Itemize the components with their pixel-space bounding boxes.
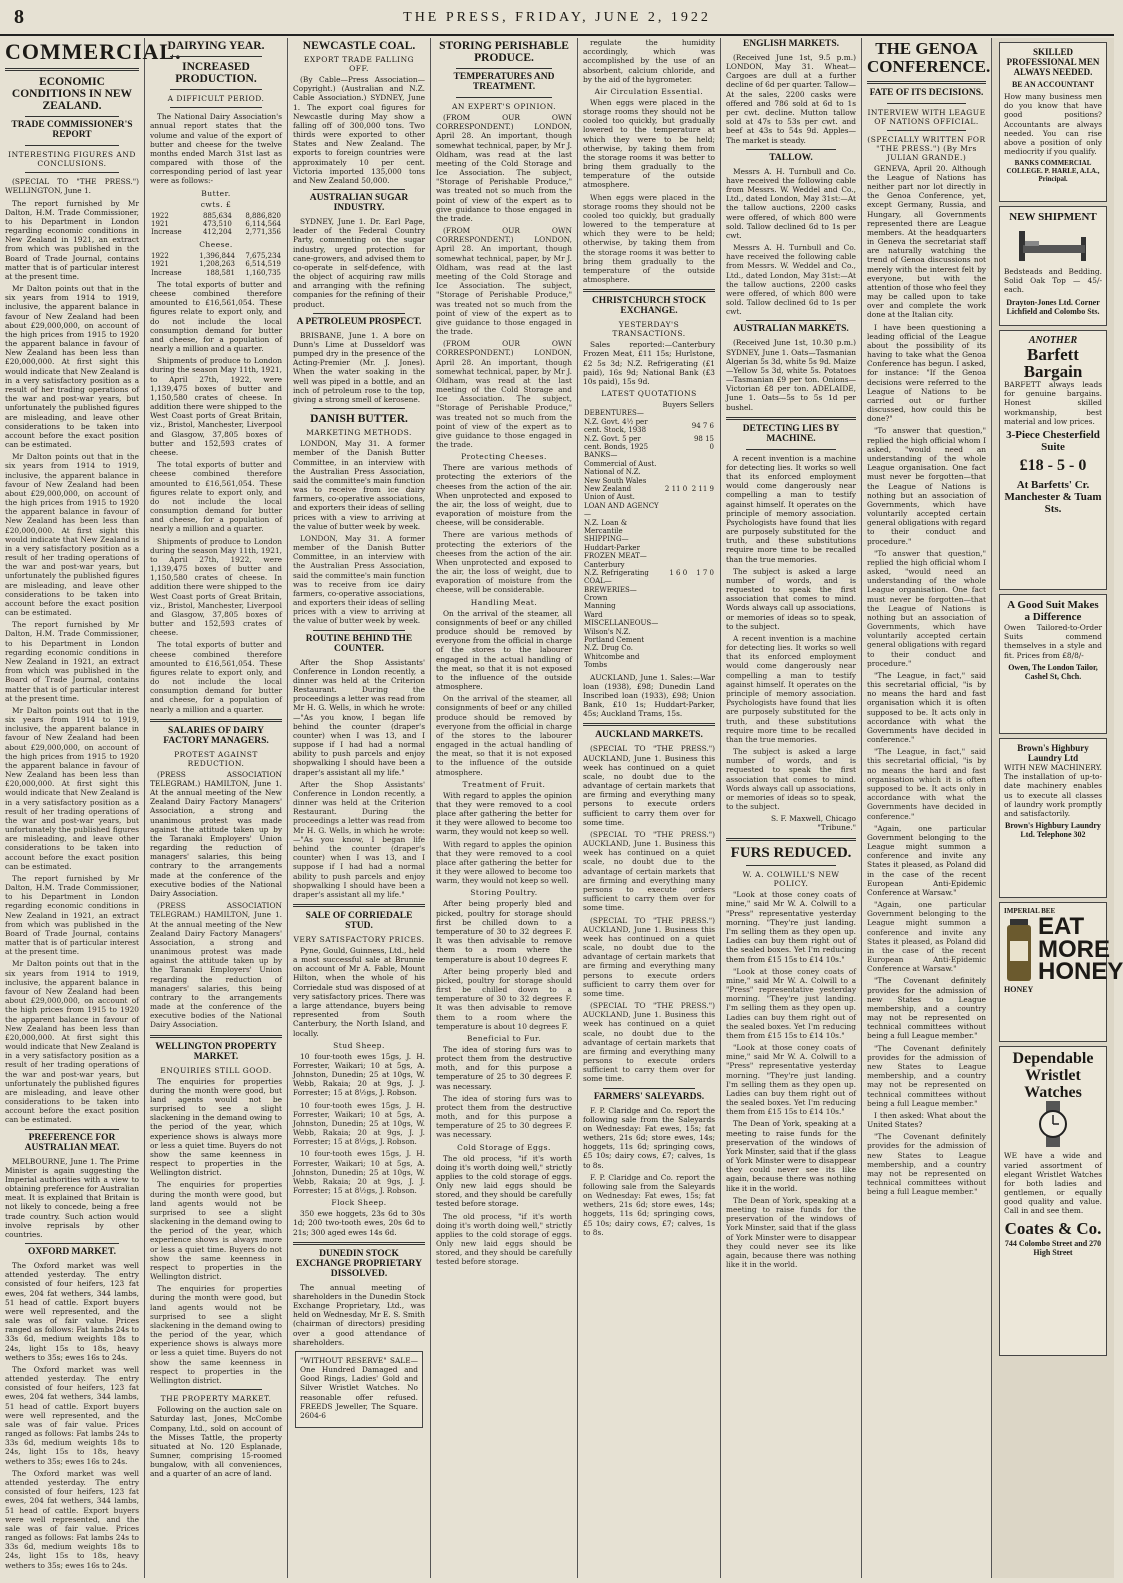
butter-table xyxy=(150,212,282,237)
headline: FURS REDUCED. xyxy=(730,844,852,861)
headline: DAIRYING YEAR. xyxy=(167,40,265,52)
subheading: Handling Meat. xyxy=(470,597,538,607)
ad-text: BARFETT always leads for genuine bargains. Honest skilled workmanship, best material and low prices. xyxy=(1004,380,1102,426)
table-row: N.Z. Loan & Mercantile xyxy=(584,518,628,535)
article-paragraph: 350 ewe hoggets, 23s 6d to 30s 1d; 200 two-tooth ewes, 20s 6d to 21s; 300 aged ewes 14s 6d. xyxy=(293,1209,425,1237)
headline: DETECTING LIES BY MACHINE. xyxy=(742,423,840,444)
divider xyxy=(603,1088,695,1089)
table-row: MISCELLANEOUS— xyxy=(584,619,659,628)
ad-text: WE have a wide and varied assortment of elegant Wristlet Watches for both ladies and gentlemen, or equally good quality and value. Call in and see them. xyxy=(1004,1151,1102,1216)
headline: INCREASED PRODUCTION. xyxy=(175,61,257,86)
article-paragraph: F. P. Claridge and Co. report the following sale from the Saleyards on Wednesday: Fat ewes, 15s; fat wethers, 21s 6d; store ewes, 14s; hoggets, 11s 6d; springing cows, £5 10s; dairy cows, £7; calves, 1s to 8s. xyxy=(583,1172,715,1237)
article-paragraph: "Again, one particular Government belonging to the League might summon a conference and invite any States it pleased, as Poland did in the case of the recent European Anti-Epidemic Conference at Warsaw." xyxy=(867,900,986,974)
ad-address: 744 Colombo Street and 270 High Street xyxy=(1004,1238,1102,1257)
article-paragraph: The report furnished by Mr Dalton, H.M. Trade Commissioner, to his Department in London regarding economic conditions in New Zealand in 1921, an extract from which was published in the Board of Trade Journal, contains matter that is of particular interest at the present time. xyxy=(5,198,139,281)
article-paragraph: On the arrival of the steamer, all consignments of beef or any chilled produce should be removed by everyone from the official in charge of the stores to the labourer engaged in the actual handling of the meat, so that it is not exposed to the influence of the outside atmosphere. xyxy=(436,694,572,777)
divider xyxy=(170,56,262,57)
article-paragraph: Mr Dalton points out that in the six years from 1914 to 1919, inclusive, the apparent balance in favour of New Zealand had been about £29,000,000, on account of the high prices from 1915 to 1920 the apparent balance in favour of New Zealand has been less than £20,000,000. At first sight this would indicate that New Zealand is in a very satisfactory position as a result of her trading operations of the war and post-war years, but unfortunately the published figures are misleading, and leave other considerations to be taken into account before the exact position can be estimated. xyxy=(5,959,139,1125)
headline: WELLINGTON PROPERTY MARKET. xyxy=(155,1041,277,1062)
quotations-table xyxy=(583,401,715,670)
subheading: EXPORT TRADE FALLING OFF. xyxy=(303,55,415,74)
divider xyxy=(746,449,836,450)
article-paragraph: After the Shop Assistants' Conference in London recently, a dinner was held at the Criterion Restaurant. During the proceedings a letter was read from Mr H. G. Wells, in which he wrote:—"As you know, I began life behind the counter (draper's counter) when I was 13, and I suppose if I had had a normal ability to push parcels and enjoy shopwalking I should have been a draper's assistant all my life." xyxy=(293,657,426,777)
ad-brand: IMPERIAL BEE xyxy=(1004,907,1056,915)
subheading: Protecting Cheeses. xyxy=(461,452,547,462)
column-storing-produce xyxy=(431,38,578,1578)
table-row: New South Wales xyxy=(584,476,647,485)
divider xyxy=(726,838,856,841)
article-paragraph: After being properly bled and picked, poultry for storage should first be chilled down to a temperature of 30 to 32 degrees F. It was then advisable to remove them to a room where the temperature is about 10 degrees F. xyxy=(436,966,572,1031)
byline: (SPECIALLY WRITTEN FOR "THE PRESS.") (By Mrs JULIAN GRANDE.) xyxy=(867,134,986,162)
article-paragraph: The enquiries for properties during the month were good, but land agents would not be surprised to see a slight slackening in the demand owing to the period of the year, which experience shows is always more or less a quiet time. Buyers do not show the same keenness in respect to properties in the Wellington district. xyxy=(150,1284,282,1385)
article-paragraph: (SPECIAL TO "THE PRESS.") AUCKLAND, June 1. Business this week has continued on a quiet scale, no doubt due to the advantage of certain markets that are firming and everything many persons to execute orders sufficient to carry them over for some time. xyxy=(583,915,715,998)
article-paragraph: The Dean of York, speaking at a meeting to raise funds for the preservation of the windows of York Minster, said that if the glass of York Minster were to disappear they could never see its like again, because there was nothing like it in the world. xyxy=(726,1119,856,1193)
ad-heading: SKILLED PROFESSIONAL MEN ALWAYS NEEDED. xyxy=(1006,47,1100,77)
article-paragraph: Shipments of produce to London during the season May 11th, 1921, to April 27th, 1922, were 1,139,475 boxes of butter and 1,150,580 crates of cheese. In addition there were shipped to the West Coast ports of Great Britain, viz., Bristol, Manchester, Liverpool and Glasgow, 37,805 boxes of butter and 152,593 crates of cheese. xyxy=(150,536,282,638)
article-paragraph: After being properly bled and picked, poultry for storage should first be chilled down to a temperature of 30 to 32 degrees F. It was then advisable to remove them to a room where the temperature is about 10 degrees F. xyxy=(436,899,572,964)
subheading: YESTERDAY'S TRANSACTIONS. xyxy=(612,320,686,339)
divider xyxy=(313,630,405,631)
headline: DUNEDIN STOCK EXCHANGE PROPRIETARY DISSOLVED. xyxy=(296,1248,422,1279)
table-header-row: Buyers Sellers xyxy=(662,401,714,410)
ad-subheading: BE AN ACCOUNTANT xyxy=(1011,80,1095,89)
article-paragraph: LONDON, May 31. A former member of the Danish Butter Committee, in an interview with the Australian Press Association, said the committee's main function was to receive from ice dairy farmers, co-operative associations, and exporters their ideas of selling prices with a view to arriving at the value of butter week by week. xyxy=(293,533,425,626)
ad-heading: EAT MORE HONEY xyxy=(1038,912,1123,986)
divider xyxy=(170,1389,262,1390)
article-paragraph: (By Cable—Press Association—Copyright.) (Australian and N.Z. Cable Association.) SYDNEY, June 1. The export coal figures for Newcastle during May show a falling off of 300,000 tons. Two thirds were exported to other States and New Zealand. The exports to foreign countries were approximately 10 per cent. Victoria imported 135,000 tons and New Zealand 50,000. xyxy=(293,75,425,185)
divider xyxy=(887,103,966,104)
ad-heading: A Good Suit Makes a Difference xyxy=(1007,599,1099,623)
headline: TALLOW. xyxy=(769,152,813,163)
article-paragraph: The idea of storing furs was to protect them from the destructive moth, and for this purpose a temperature of 25 to 30 degrees F. was necessary. xyxy=(436,1044,572,1091)
table-row: BANKS— xyxy=(584,451,618,460)
article-paragraph: "The Covenant definitely provides for the admission of new States to League membership, and a country may not be represented on technical committees without being a full League member." xyxy=(867,976,986,1041)
subheading: Treatment of Fruit. xyxy=(462,779,546,789)
article-paragraph: (FROM OUR OWN CORRESPONDENT.) LONDON, April 28. An important, though somewhat technical, paper, by Mr J. Oldham, was read at the last meeting of the Cold Storage and Ice Association. The subject, "Storage of Perishable Produce," was treated not so much from the point of view of the expert as to give guidance to those engaged in the trade. xyxy=(436,113,572,223)
table-row: Crown xyxy=(584,594,608,603)
ad-body xyxy=(1004,912,1123,986)
article-paragraph: The subject is asked a large number of words, and is requested to speak the first association that comes to mind. Words always call up associations, or memories of ideas so to speak, to the subject. xyxy=(726,566,856,631)
table-row: LOAN AND AGENCY— xyxy=(584,501,659,519)
article-paragraph: The enquiries for properties during the month were good, but land agents would not be surprised to see a slight slackening in the demand owing to the period of the year, which experience shows is always more or less a quiet time. Buyers do not show the same keenness in respect to properties in the Wellington district. xyxy=(150,1180,282,1282)
article-paragraph: A recent invention is a machine for detecting lies. It works so well that its enforced employment would come dangerously near compelling a man to testify against himself. It operates on the principle of memory association. Psychologists have found that lies are purposely substituted for the truth, and these substitutions require more time to be recalled than the true memories. xyxy=(726,633,856,744)
article-paragraph: The idea of storing furs was to protect them from the destructive moth, and for this purpose a temperature of 25 to 30 degrees F. was necessary. xyxy=(436,1093,572,1140)
article-paragraph: The old process, "if it's worth doing it's worth doing well," strictly applies to the cold storage of eggs. Only new laid eggs should be stored, and they should be carefully tested before storage. xyxy=(436,1153,572,1209)
ad-laundry xyxy=(999,738,1107,898)
column-newcastle-coal xyxy=(288,38,431,1578)
ad-footer: Coates & Co. xyxy=(1004,1218,1102,1238)
article-paragraph: "Look at those coney coats of mine," said Mr W. A. Colwill to a "Press" representative yesterday morning. "They're just landing. I'm selling them as they open up. Ladies can buy them right out of the sealed boxes. Yet I'm reducing them from £15 15s to £14 10s." xyxy=(726,1043,856,1117)
column-stock-exchange xyxy=(578,38,721,1578)
subheading: Cold Storage of Eggs. xyxy=(457,1142,551,1152)
divider xyxy=(293,1242,425,1245)
article-paragraph: (FROM OUR OWN CORRESPONDENT.) LONDON, April 28. An important, though somewhat technical, paper, by Mr J. Oldham, was read at the last meeting of the Cold Storage and Ice Association. The subject, "Storage of Perishable Produce," was treated not so much from the point of view of the expert as to give guidance to those engaged in the trade. xyxy=(436,339,572,450)
article-paragraph: (SPECIAL TO "THE PRESS.") AUCKLAND, June 1. Business this week has continued on a quiet scale, no doubt due to the advantage of certain markets that are firming and everything many persons to execute orders sufficient to carry them over for some time. xyxy=(583,1001,715,1084)
headline: OXFORD MARKET. xyxy=(28,1247,116,1258)
article-paragraph: (Received June 1st, 10.30 p.m.) SYDNEY, June 1. Oats—Tasmanian Algerian 5s 3d, white 5s 9d. Maize—Yellow 5s 3d, white 5s. Potatoes—Tasmanian £9 per ton. Onions—Victorian £8 per ton. ADELAIDE, June 1. Oats—5s to 5s 1d per bushel. xyxy=(726,338,856,412)
divider xyxy=(293,904,425,907)
ad-footer: BANKS COMMERCIAL COLLEGE. P. HARLE, A.I.A., Principal. xyxy=(1006,159,1100,184)
article-paragraph: MELBOURNE, June 1. The Prime Minister is again suggesting the Imperial authorities with a view to obtaining preference for Australian meat. It is explained that Britain is not likely to concede, being a free trade country. Such action would involve reprisals by other countries. xyxy=(5,1156,139,1239)
wristwatch-icon xyxy=(1028,1101,1078,1147)
article-paragraph: There are various methods of protecting the exteriors of the cheeses from the action of the air. When unprotected and exposed to the air, the loss of weight, due to evaporation of moisture from the cheese, will be considerable. xyxy=(436,530,572,595)
article-paragraph: "The League, in fact," said this secretarial official, "is by no means the hard and fast organisation which it is often supposed to be. It acts only in accordance with what the Governments have decided in conference." xyxy=(867,747,986,821)
divider xyxy=(867,81,986,84)
subheading: Stud Sheep. xyxy=(333,1040,385,1050)
table-row: Ward xyxy=(584,610,603,619)
article-paragraph: The total exports of butter and cheese combined therefore amounted to £16,561,054. These figures relate to export only, and do not include the local consumption demand for butter and cheese, for a population of nearly a million and a quarter. xyxy=(150,460,282,534)
article-paragraph: On the arrival of the steamer, all consignments of beef or any chilled produce should be removed by everyone from the official in charge of the stores to the labourer engaged in the actual handling of the meat, so that it is not exposed to the influence of the outside atmosphere. xyxy=(436,608,572,692)
article-paragraph: "The Covenant definitely provides for the admission of new States to League membership, and a country may not be represented on technical committees without being a full League member." xyxy=(867,1043,986,1108)
subheading: VERY SATISFACTORY PRICES. xyxy=(293,934,425,944)
headline: CHRISTCHURCH STOCK EXCHANGE. xyxy=(591,296,707,317)
table-row: 1922 1,396,844 7,675,234 xyxy=(151,251,281,260)
article-paragraph: Sales reported:—Canterbury Frozen Meat, £11 15s; Hurlstone, £2 5s 3d; N.Z. Refrigerating (£1 paid), 16s 9d; National Bank (£3 10s paid), 15s 9d. xyxy=(583,340,715,386)
article-paragraph: 10 four-tooth ewes 15gs, J. H. Forrester, Waikari; 10 at 5gs, A. Johnston, Dunedin; 25 at 10gs, W. Webb, Rakaia; 20 at 9gs, J. J. Forrester; 15 at 8½gs, J. Robson. xyxy=(293,1149,425,1196)
table-row: SHIPPING— xyxy=(584,535,629,544)
bedstead-icon xyxy=(1013,223,1093,263)
headline: ROUTINE BEHIND THE COUNTER. xyxy=(305,633,413,654)
section-heading: COMMERCIAL. xyxy=(5,39,182,64)
article-paragraph: The old process, "if it's worth doing it's worth doing well," strictly applies to the cold storage of eggs. Only new laid eggs should be stored, and they should be carefully tested before storage. xyxy=(436,1211,572,1267)
article-paragraph: AUCKLAND, June 1. Sales:—War loan (1938), £98; Dunedin Land Inscribed loan (1933), £98; Union Bank, £10 1s; Huddart-Parker, 45s; Auckland Trams, 15s. xyxy=(583,672,715,719)
article-paragraph: SYDNEY, June 1. Dr. Earl Page, leader of the Federal Country Party, commenting on the sugar industry, urged protection for cane-growers, and advised them to co-operate in self-defence, with the object of acquiring raw mills and arranging with the refining companies for the refining of their product. xyxy=(293,217,425,309)
table-row: Union of Aust. xyxy=(584,493,635,502)
ad-text: Bedsteads and Bedding. Solid Oak Top — 45/- each. xyxy=(1004,267,1102,295)
divider xyxy=(5,68,139,71)
article-paragraph: Pyne, Gould, Guinness, Ltd., held a most successful sale at Brunnie on account of Mr A. Fable, Mount Hilton, when the whole of his Corriedale stud was disposed of at very satisfactory prices. There was a large attendance, buyers being represented from South Canterbury, the North Island, and locally. xyxy=(293,945,425,1038)
divider xyxy=(150,1035,282,1038)
article-paragraph: I then asked: What about the United States? xyxy=(867,1110,986,1130)
ad-text: Owen Tailored-to-Order Suits commend themselves in a style and fit. Prices from £8/8/- xyxy=(1004,623,1102,660)
article-paragraph: The report furnished by Mr Dalton, H.M. Trade Commissioner, to his Department in London regarding economic conditions in New Zealand in 1921, an extract from which was published in the Board of Trade Journal, contains matter that is of particular interest at the present time. xyxy=(5,620,139,703)
article-paragraph: Messrs A. H. Turnbull and Co. have received the following cable from Messrs. W. Weddel and Co., Ltd., dated London, May 31st:—At the tallow auctions, 2200 casks were offered, of which 800 were sold. Tallow declined 6d to 1s per cwt. xyxy=(726,166,856,240)
ad-wristlet-watches xyxy=(999,1046,1107,1356)
subheading: INTERVIEW WITH LEAGUE OF NATIONS OFFICIAL. xyxy=(867,107,986,126)
table-row: Whitcombe and Tombs xyxy=(584,652,640,670)
divider xyxy=(313,313,405,314)
article-paragraph: (SPECIAL TO "THE PRESS.") AUCKLAND, June 1. Business this week has continued on a quiet scale, no doubt due to the advantage of certain markets that are firming and everything many persons to execute orders sufficient to carry them over for some time. xyxy=(583,744,715,827)
table-row: N.Z. Govt. 4½ per cent. Stock, 1938 94 7 6 xyxy=(584,417,714,435)
article-paragraph: Shipments of produce to London during the season May 11th, 1921, to April 27th, 1922, were 1,139,475 boxes of butter and 1,150,580 crates of cheese. In addition there were shipped to the West Coast ports of Great Britain, viz., Bristol, Manchester, Liverpool and Glasgow, 37,805 boxes of butter and 152,593 crates of cheese. xyxy=(150,356,282,457)
ad-heading: Brown's Highbury Laundry Ltd xyxy=(1017,743,1089,763)
article-paragraph: 10 four-tooth ewes 15gs, J. H. Forrester, Waikari; 10 at 5gs, A. Johnston, Dunedin; 25 at 10gs, W. Webb, Rakaia; 20 at 9gs, J. J. Forrester; 15 at 8½gs, J. Robson. xyxy=(293,1051,425,1098)
ad-heading: Barfett Bargain xyxy=(1023,345,1083,381)
ad-accountant xyxy=(999,42,1107,202)
ad-footer: Drayton-Jones Ltd. Corner Lichfield and Colombo Sts. xyxy=(1006,297,1100,316)
column-markets xyxy=(721,38,862,1578)
divider xyxy=(25,1129,119,1130)
headline: TRADE COMMISSIONER'S REPORT xyxy=(11,120,133,141)
ad-honey xyxy=(999,902,1123,1042)
subheading: Air Circulation Essential. xyxy=(594,86,704,96)
article-paragraph: The enquiries for properties during the month were good, but land agents would not be surprised to see a slight slackening in the demand owing to the period of the year, which experience shows is always more or less a quiet time. Buyers do not show the same keenness in respect to properties in the Wellington district. xyxy=(150,1076,282,1178)
divider xyxy=(726,417,856,420)
subheading: INTERESTING FIGURES AND CONCLUSIONS. xyxy=(8,150,136,169)
table-caption: Butter. xyxy=(201,188,231,198)
headline: DANISH BUTTER. xyxy=(310,413,408,426)
column-advertisements xyxy=(992,38,1123,1578)
article-paragraph: Messrs A. H. Turnbull and Co. have received the following cable from Messrs. W. Weddel and Co., Ltd., dated London, May 31st:—At the tallow auctions, 2200 casks were offered, of which 800 were sold. Tallow declined 6d to 1s per cwt. xyxy=(726,243,856,317)
table-units: cwts. £ xyxy=(200,199,232,209)
dateline: (SPECIAL TO "THE PRESS.") WELLINGTON, June 1. xyxy=(5,177,139,196)
masthead-title: THE PRESS, FRIDAY, JUNE 2, 1922 xyxy=(403,10,711,25)
ad-text: WITH NEW MACHINERY. The installation of up-to-date machinery enables us to execute all classes of laundry work promptly and satisfactorily. xyxy=(1004,763,1102,818)
subheading: AN EXPERT'S OPINION. xyxy=(451,102,557,112)
table-caption: Cheese. xyxy=(199,239,233,249)
subheading: W. A. COLWILL'S NEW POLICY. xyxy=(742,870,840,889)
page-number: 8 xyxy=(14,6,24,28)
ad-new-shipment xyxy=(999,206,1107,326)
masthead xyxy=(0,0,1114,36)
ad-heading: Dependable Wristlet Watches xyxy=(1012,1050,1094,1101)
article-paragraph: LONDON, May 31. A former member of the Danish Butter Committee, in an interview with the Australian Press Association, said the committee's main function was to receive from ice dairy farmers, co-operative associations, and exporters their ideas of selling prices with a view to arriving at the value of butter week by week. xyxy=(293,439,425,531)
divider xyxy=(170,107,262,108)
table-row: 1922 885,634 8,886,820 xyxy=(151,211,281,220)
subheading: MARKETING METHODS. xyxy=(306,428,412,438)
ad-text: "WITHOUT RESERVE" SALE—One Hundred Damaged and Good Rings, Ladies' Gold and Silver Wristlet Watches. No reasonable offer refused. FREEDS Jeweller, The Square. 2604-6 xyxy=(300,1355,418,1420)
ad-label: HONEY xyxy=(1004,985,1034,994)
classified-ad xyxy=(295,1351,423,1428)
divider xyxy=(313,408,405,409)
article-paragraph: Mr Dalton points out that in the six years from 1914 to 1919, inclusive, the apparent balance in favour of New Zealand had been about £29,000,000, on account of the high prices from 1915 to 1920 the apparent balance in favour of New Zealand has been less than £20,000,000. At first sight this would indicate that New Zealand is in a very satisfactory position as a result of her trading operations of the war and post-war years, but unfortunately the published figures are misleading, and leave other considerations to be taken into account before the exact position can be estimated. xyxy=(5,284,139,450)
divider xyxy=(583,289,715,292)
article-paragraph: BRISBANE, June 1. A bore on Dunn's Lime at Dusseldorf was pumped dry in the presence of the Acting-Premier (Mr. J. Jones). When the water soaking in the well was piped in a bottle, and an inch of petroleum rose to the top, giving a strong smell of kerosene. xyxy=(293,330,425,404)
article-paragraph: "The Covenant definitely provides for the admission of new States to League membership, and a country may not be represented on technical committees without being a full League member." xyxy=(867,1132,986,1197)
table-row: Increase 188,581 1,160,735 xyxy=(151,268,281,277)
article-paragraph: "To answer that question," replied the high official whom I asked, "would need an understanding of the whole League organisation. One fact must never be forgotten—that the League of Nations is nothing but an association of Governments, which have voluntarily accepted certain general obligations with regard to their conduct and procedure." xyxy=(867,426,986,546)
article-paragraph: With regard to apples the opinion that they were removed to a cool place after gathering the better for it they were allowed to become too warm, they would not keep so well. xyxy=(436,790,572,837)
divider xyxy=(746,865,836,866)
headline: AUSTRALIAN SUGAR INDUSTRY. xyxy=(309,193,409,214)
divider xyxy=(456,97,552,98)
table-row: COAL— xyxy=(584,577,612,586)
headline: FARMERS' SALEYARDS. xyxy=(593,1091,705,1102)
headline: STORING PERISHABLE PRODUCE. xyxy=(439,40,569,65)
article-paragraph: I have been questioning a leading official of the League about the possibility of its having to take what the Genoa Conference has begun. I asked, for instance: "If the Genoa decisions were referred to the League of Nations to be carried out or further discussed, how could this be done?" xyxy=(867,322,986,424)
column-commercial xyxy=(0,38,182,1578)
article-paragraph: (Received June 1st, 9.5 p.m.) LONDON, May 31. Wheat—Cargoes are dull at a further decline of 6d per quarter. Tallow—At the sales, 2200 casks were offered and 786 sold at 6d to 1s per cwt. decline. Mutton tallow sold at 47s to 53s per cwt. and beef at 43s to 54s 9d. Apples—The market is steady. xyxy=(726,52,856,145)
article-paragraph: When eggs were placed in the storage rooms they should not be cooled too quickly, but gradually lowered to the temperature at which they were to be held; otherwise, by taking them from the storage rooms it was better to bring them gradually to the temperature of the outside atmosphere. xyxy=(583,192,715,285)
article-paragraph: F. P. Claridge and Co. report the following sale from the Saleyards on Wednesday: Fat ewes, 15s; fat wethers, 21s 6d; store ewes, 14s; hoggets, 11s 6d; springing cows, £5 10s; dairy cows, £7; calves, 1s to 8s. xyxy=(583,1105,715,1170)
table-row: N.Z. Govt. 5 per cent. Bonds, 1925 98 15 0 xyxy=(584,434,714,452)
table-caption: LATEST QUOTATIONS xyxy=(601,389,697,399)
subheading: Storing Poultry. xyxy=(470,888,538,898)
article-paragraph: "Again, one particular Government belonging to the League might summon a conference and invite any States it pleased, as Poland did in the case of the recent European Anti-Epidemic Conference at Warsaw." xyxy=(867,823,986,897)
headline: A PETROLEUM PROSPECT. xyxy=(296,316,422,327)
ad-text: How many business men do you know that have good positions? Accountants are always needed. You can rise above a position of only mediocrity if you qualify. xyxy=(1004,92,1102,157)
article-paragraph: regulate the humidity accordingly, which was accomplished by the use of an absorbent, calcium chloride, and by the aid of the hygrometer. xyxy=(583,38,715,84)
table-row: N.Z. Refrigerating 1 6 0 1 7 0 xyxy=(584,568,714,577)
article-paragraph: The report furnished by Mr Dalton, H.M. Trade Commissioner, to his Department in London regarding economic conditions in New Zealand in 1921, an extract from which was published in the Board of Trade Journal, contains matter that is of particular interest at the present time. xyxy=(5,873,139,957)
article-paragraph: The Dean of York, speaking at a meeting to raise funds for the preservation of the windows of York Minster, said that if the glass of York Minster were to disappear they could never see its like again, because there was nothing like it in the world. xyxy=(726,1195,856,1270)
table-row: Commercial of Aust. xyxy=(584,459,657,468)
table-row: Canterbury xyxy=(584,560,625,569)
headline: ENGLISH MARKETS. xyxy=(742,39,840,49)
table-row: Increase 412,204 2,771,356 xyxy=(151,228,281,237)
subheading: THE PROPERTY MARKET. xyxy=(160,1394,272,1404)
subheading: A DIFFICULT PERIOD. xyxy=(167,94,265,104)
article-paragraph: (SPECIAL TO "THE PRESS.") AUCKLAND, June 1. Business this week has continued on a quiet scale, no doubt due to the advantage of certain markets that are firming and everything many persons to execute orders sufficient to carry them over for some time. xyxy=(583,829,715,913)
divider xyxy=(25,172,119,173)
table-row: N.Z. Drug Co. xyxy=(584,644,633,653)
divider xyxy=(25,116,119,117)
article-paragraph: "The League, in fact," said this secretarial official, "is by no means the hard and fast organisation which it is often supposed to be. It acts only in accordance with what the Governments have decided in conference." xyxy=(867,670,986,745)
divider xyxy=(583,723,715,726)
ad-product: 3-Piece Chesterfield Suite xyxy=(1006,428,1100,453)
ad-footer: At Barfetts' Cr. Manchester & Tuam Sts. xyxy=(1004,478,1102,515)
article-paragraph: The annual meeting of shareholders in the Dunedin Stock Exchange Proprietary, Ltd., was held on Wednesday, Mr E. S. Smith (chairman of directors) presiding over a good attendance of shareholders. xyxy=(293,1282,425,1347)
article-paragraph: After the Shop Assistants' Conference in London recently, a dinner was held at the Criterion Restaurant. During the proceedings a letter was read from Mr H. G. Wells, in which he wrote:—"As you know, I began life behind the counter (draper's counter) when I was 13, and I suppose if I had had a normal ability to push parcels and enjoy shopwalking I should have been a draper's assistant all my life." xyxy=(293,779,426,899)
divider xyxy=(887,130,966,131)
table-row: New Zealand 2 11 0 2 11 9 xyxy=(584,485,714,493)
article-paragraph: "Look at those coney coats of mine," said Mr W. A. Colwill to a "Press" representative yesterday morning. "They're just landing. I'm selling them as they open up. Ladies can buy them right out of the sealed boxes. Yet I'm reducing them from £15 15s to £14 10s." xyxy=(726,890,856,964)
column-dairying xyxy=(145,38,288,1578)
article-paragraph: With regard to apples the opinion that they were removed to a cool place after gathering the better for it they were allowed to become too warm, they would not keep so well. xyxy=(436,839,572,886)
divider xyxy=(456,68,552,69)
article-paragraph: The Oxford market was well attended yesterday. The entry consisted of four heifers, 123 fat ewes, 204 fat wethers, 344 lambs, 51 head of cattle. Export buyers were well represented, and the sale was of fair value. Prices ranged as follows: Fat lambs 24s to 33s 6d, medium weights 18s to 24s, light 15s to 18s, heavy wethers to 35s; ewes 16s to 24s. xyxy=(5,1468,139,1570)
article-paragraph: Mr Dalton points out that in the six years from 1914 to 1919, inclusive, the apparent balance in favour of New Zealand had been about £29,000,000, on account of the high prices from 1915 to 1920 the apparent balance in favour of New Zealand has been less than £20,000,000. At first sight this would indicate that New Zealand is in a very satisfactory position as a result of her trading operations of the war and post-war years, but unfortunately the published figures are misleading, and leave other considerations to be taken into account before the exact position can be estimated. xyxy=(5,705,139,871)
article-paragraph: "To answer that question," replied the high official whom I asked, "would need an understanding of the whole League organisation. One fact must never be forgotten—that the League of Nations is nothing but an association of Governments, which have voluntarily accepted certain general obligations with regard to their conduct and procedure." xyxy=(867,548,986,668)
article-paragraph: (PRESS ASSOCIATION TELEGRAM.) HAMILTON, June 1. At the annual meeting of the New Zealand Dairy Factory Managers' Association, a strong and unanimous protest was made against the attitude taken up by the Taranaki Employers' Union regarding the reduction of managers' salaries, this being contrary to the arrangements made at the conference of the executive bodies of the National Dairy Association. xyxy=(150,901,282,1030)
article-paragraph: A recent invention is a machine for detecting lies. It works so well that its enforced employment would come dangerously near compelling a man to testify against himself. It operates on the principle of memory association. Psychologists have found that lies are purposely substituted for the truth, and these substitutions require more time to be recalled than the true memories. xyxy=(726,453,856,564)
table-row: BREWERIES— xyxy=(584,585,637,594)
headline: NEWCASTLE COAL. xyxy=(302,40,416,52)
table-row: FROZEN MEAT— xyxy=(584,552,647,561)
headline: FATE OF ITS DECISIONS. xyxy=(869,87,984,98)
article-paragraph: Following on the auction sale on Saturday last, Jones, McCombe Company, Ltd., sold on account of the Misses Tattle, the property situated at No. 120 Esplanade, Sumner, comprising 15-roomed bungalow, with all conveniences, and a quarter of an acre of land. xyxy=(150,1405,282,1479)
article-paragraph: The Oxford market was well attended yesterday. The entry consisted of four heifers, 123 fat ewes, 204 fat wethers, 344 lambs, 51 head of cattle. Export buyers were well represented, and the sale was of fair value. Prices ranged as follows: Fat lambs 24s to 33s 6d, medium weights 18s to 24s, light 15s to 18s, heavy wethers to 35s; ewes 16s to 24s. xyxy=(5,1364,139,1466)
article-paragraph: When eggs were placed in the storage rooms they should not be cooled too quickly, but gradually lowered to the temperature at which they were to be held; otherwise, by taking them from the storage rooms it was better to bring them gradually to the temperature of the outside atmosphere. xyxy=(583,97,715,190)
headline: SALE OF CORRIEDALE STUD. xyxy=(305,911,413,931)
article-paragraph: The Oxford market was well attended yesterday. The entry consisted of four heifers, 123 fat ewes, 204 fat wethers, 344 lambs, 51 head of cattle. Export buyers were well represented, and the sale was of fair value. Prices ranged as follows: Fat lambs 24s to 33s 6d, medium weights 18s to 24s, light 15s to 18s, heavy wethers to 35s; ewes 16s to 24s. xyxy=(5,1261,139,1362)
table-row: National of N.Z. xyxy=(584,468,641,477)
subheading: PROTEST AGAINST REDUCTION. xyxy=(174,749,258,768)
honey-jar-icon xyxy=(1004,915,1034,985)
table-row: 1921 1,208,263 6,514,519 xyxy=(151,260,281,269)
headline: PREFERENCE FOR AUSTRALIAN MEAT. xyxy=(24,1132,120,1153)
table-row: Manning xyxy=(584,602,616,611)
subheading: Flock Sheep. xyxy=(331,1198,387,1208)
divider xyxy=(150,719,282,722)
ad-footer: Brown's Highbury Laundry Ltd. Telephone 302 xyxy=(1005,821,1101,840)
article-paragraph: The National Dairy Association's annual report states that the volume and value of the export of butter and cheese for the twelve months ended March 31st last as compared with those of the corresponding period of last year were as follows:- xyxy=(150,112,282,186)
headline: TEMPERATURES AND TREATMENT. xyxy=(453,72,555,93)
article-paragraph: (FROM OUR OWN CORRESPONDENT.) LONDON, April 28. An important, though somewhat technical, paper, by Mr J. Oldham, was read at the last meeting of the Cold Storage and Ice Association. The subject, "Storage of Perishable Produce," was treated not so much from the point of view of the expert as to give guidance to those engaged in the trade. xyxy=(436,226,572,337)
article-paragraph: Mr Dalton points out that in the six years from 1914 to 1919, inclusive, the apparent balance in favour of New Zealand had been about £29,000,000, on account of the high prices from 1915 to 1920 the apparent balance in favour of New Zealand has been less than £20,000,000. At first sight this would indicate that New Zealand is in a very satisfactory position as a result of her trading operations of the war and post-war years, but unfortunately the published figures are misleading, and leave other considerations to be taken into account before the exact position can be estimated. xyxy=(5,452,139,618)
column-genoa xyxy=(862,38,992,1578)
divider xyxy=(746,149,836,150)
ad-kicker: ANOTHER xyxy=(1028,335,1078,346)
headline: AUSTRALIAN MARKETS. xyxy=(733,324,849,335)
article-credit: S. F. Maxwell, Chicago "Tribune." xyxy=(771,814,856,833)
divider xyxy=(313,189,405,190)
article-paragraph: There are various methods of protecting the exteriors of the cheeses from the action of the air. When unprotected and exposed to the air, the loss of weight, due to evaporation of moisture from the cheese, will be considerable. xyxy=(436,463,572,528)
article-paragraph: The subject is asked a large number of words, and is requested to speak the first association that comes to mind. Words always call up associations, or memories of ideas so to speak, to the subject. xyxy=(726,747,856,812)
ad-footer: Owen, The London Tailor, Cashel St, Chch. xyxy=(1008,662,1098,681)
headline: AUCKLAND MARKETS. xyxy=(595,730,703,741)
article-paragraph: The total exports of butter and cheese combined therefore amounted to £16,561,054. These figures relate to export only, and do not include the local consumption demand for butter and cheese, for a population of nearly a million and a quarter. xyxy=(150,279,282,354)
article-paragraph: The total exports of butter and cheese combined therefore amounted to £16,561,054. These figures relate to export only, and do not include the local consumption demand for butter and cheese, for a population of nearly a million and a quarter. xyxy=(150,640,282,714)
table-row: Huddart-Parker xyxy=(584,543,640,552)
ad-owen-tailor xyxy=(999,594,1107,734)
ad-heading: NEW SHIPMENT xyxy=(1009,211,1097,223)
divider xyxy=(25,145,119,146)
ad-price: £18 - 5 - 0 xyxy=(1019,456,1087,474)
divider xyxy=(170,89,262,90)
cheese-table xyxy=(150,252,282,277)
headline: THE GENOA CONFERENCE. xyxy=(867,39,991,76)
table-row: Wilson's N.Z. Portland Cement xyxy=(584,627,645,645)
article-paragraph: GENEVA, April 20. Although the League of Nations has neither part nor lot directly in the Genoa Conference, yet, except Germany, Russia, and Hungary, all Governments represented there are League members. At the headquarters in Geneva the secretariat staff are naturally watching the trend of Genoa discussions not merely with the interest felt by everyone, but with the attention of those who feel they may be called upon to take over and complete the work done at the Italian city. xyxy=(867,163,986,320)
subheading: Beneficial to Fur. xyxy=(466,1033,542,1043)
headline: ECONOMIC CONDITIONS IN NEW ZEALAND. xyxy=(11,76,133,113)
divider xyxy=(25,1243,119,1244)
subheading: ENQUIRIES STILL GOOD. xyxy=(160,1065,272,1075)
article-paragraph: 10 four-tooth ewes 15gs, J. H. Forrester, Waikari; 10 at 5gs, A. Johnston, Dunedin; 25 at 10gs, W. Webb, Rakaia; 20 at 9gs, J. J. Forrester; 15 at 8½gs, J. Robson. xyxy=(293,1100,425,1147)
article-paragraph: (PRESS ASSOCIATION TELEGRAM.) HAMILTON, June 1. At the annual meeting of the New Zealand Dairy Factory Managers' Association, a strong and unanimous protest was made against the attitude taken up by the Taranaki Employers' Union regarding the reduction of managers' salaries, this being contrary to the arrangements made at the conference of the executive bodies of the National Dairy Association. xyxy=(150,769,282,898)
table-row: DEBENTURES— xyxy=(584,409,644,418)
headline: SALARIES OF DAIRY FACTORY MANAGERS. xyxy=(163,725,269,746)
divider xyxy=(746,320,836,321)
table-row: 1921 473,510 6,114,564 xyxy=(151,219,281,228)
article-paragraph: "Look at those coney coats of mine," said Mr W. A. Colwill to a "Press" representative yesterday morning. "They're just landing. I'm selling them as they open up. Ladies can buy them right out of the sealed boxes. Yet I'm reducing them from £15 15s to £14 10s." xyxy=(726,966,856,1040)
ad-barfett xyxy=(999,330,1107,590)
